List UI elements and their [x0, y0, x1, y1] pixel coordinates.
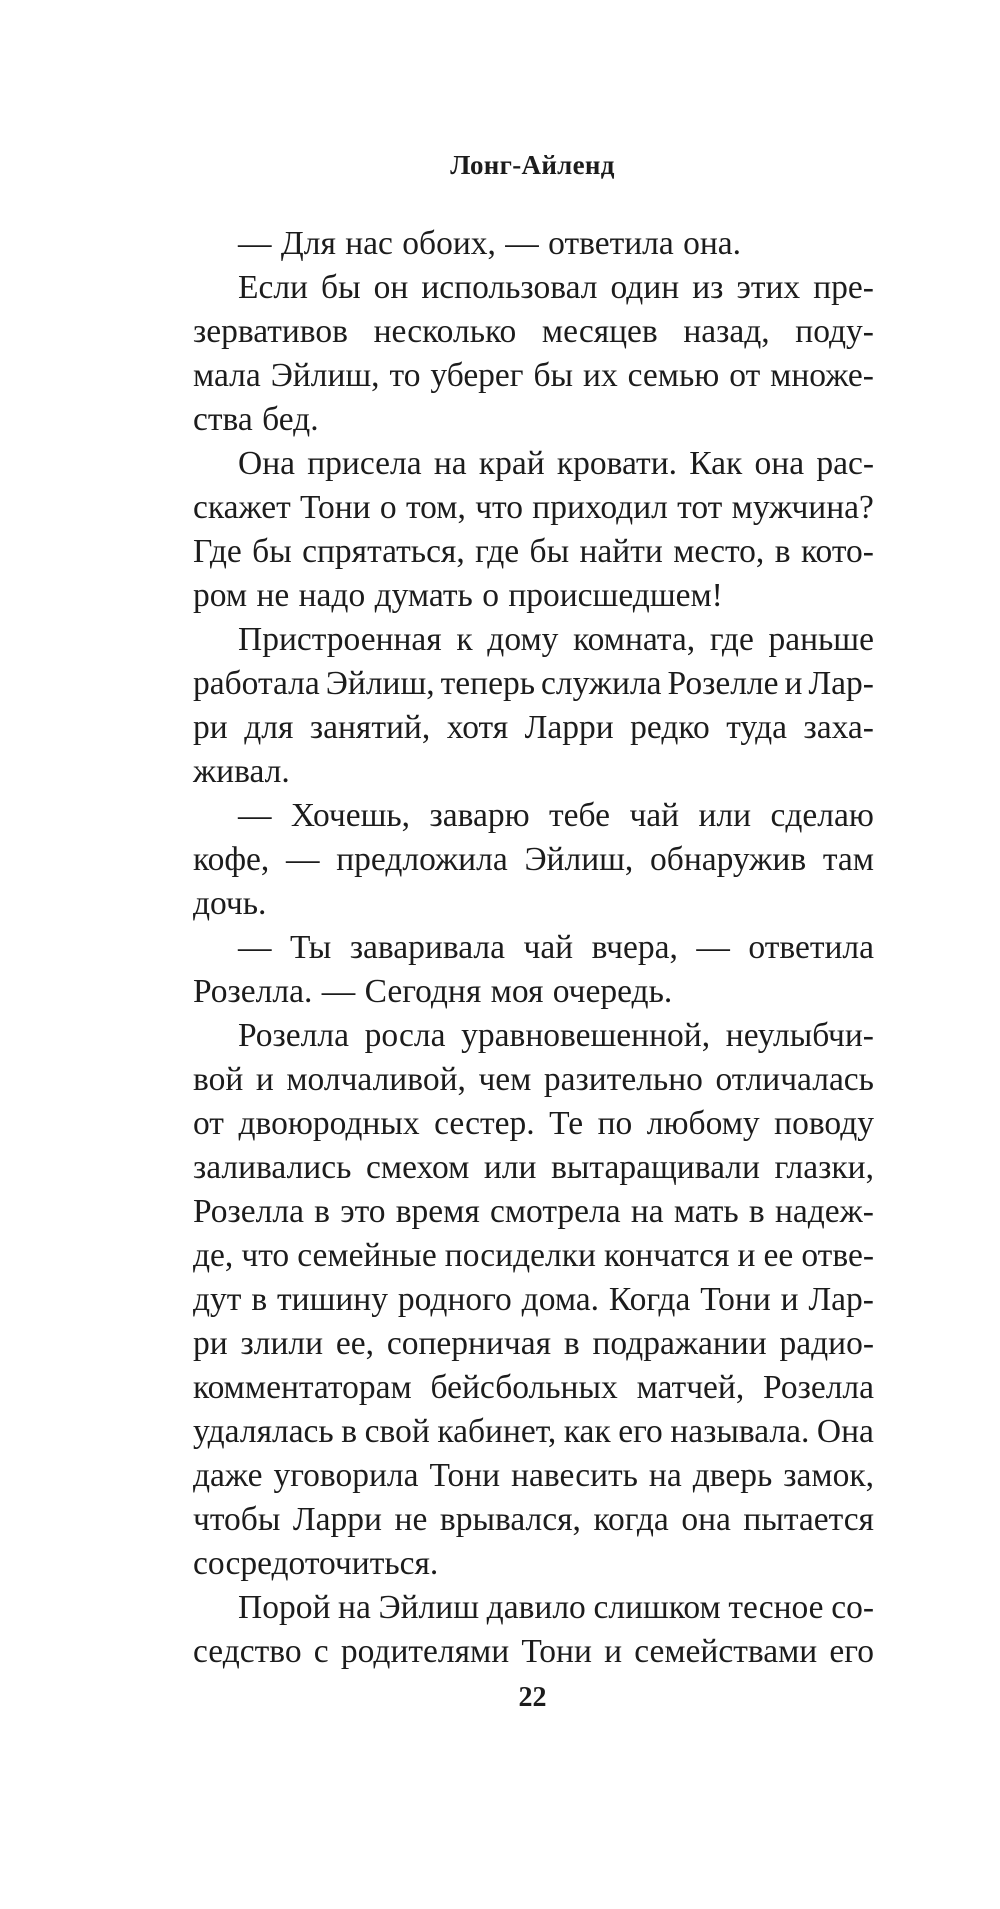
text-line: живал. — [193, 753, 290, 790]
text-line: Порой на Эйлиш давило слишком тесное со- — [238, 1589, 874, 1626]
text-line: ри злили ее, соперничая в подражании радио- — [193, 1325, 874, 1362]
text-line: Где бы спрятаться, где бы найти место, в кото- — [193, 533, 874, 570]
text-line: чтобы Ларри не врывался, когда она пытается — [193, 1501, 874, 1538]
running-head: Лонг-Айленд — [450, 150, 615, 180]
text-line: заливались смехом или вытаращивали глазки, — [193, 1149, 874, 1186]
text-line: удалялась в свой кабинет, как его называла. Она — [193, 1413, 874, 1450]
text-line: скажет Тони о том, что приходил тот мужчина? — [193, 489, 874, 526]
text-line: Розелла. — Сегодня моя очередь. — [193, 973, 673, 1010]
text-line: Пристроенная к дому комната, где раньше — [238, 621, 874, 658]
text-line: Она присела на край кровати. Как она рас- — [238, 445, 874, 482]
text-line: работала Эйлиш, теперь служила Розелле и Лар- — [193, 665, 874, 702]
text-line: де, что семейные посиделки кончатся и ее отве- — [193, 1237, 874, 1274]
text-line: зервативов несколько месяцев назад, поду- — [193, 313, 874, 350]
body-text — [193, 222, 874, 1674]
text-line: вой и молчаливой, чем разительно отличалась — [193, 1061, 874, 1098]
text-line: комментаторам бейсбольных матчей, Розелла — [193, 1369, 874, 1406]
text-line: от двоюродных сестер. Те по любому поводу — [193, 1105, 874, 1142]
text-line: Розелла росла уравновешенной, неулыбчи- — [238, 1017, 874, 1054]
page-number: 22 — [518, 1682, 547, 1713]
text-line: Если бы он использовал один из этих пре- — [238, 269, 874, 306]
text-line: — Хочешь, заварю тебе чай или сделаю — [238, 797, 874, 834]
text-line: Розелла в это время смотрела на мать в надеж- — [193, 1193, 874, 1230]
text-line: ри для занятий, хотя Ларри редко туда заха- — [193, 709, 874, 746]
text-line: даже уговорила Тони навесить на дверь замок, — [193, 1457, 874, 1494]
text-line: дут в тишину родного дома. Когда Тони и Лар- — [193, 1281, 874, 1318]
text-line: ства бед. — [193, 401, 319, 438]
text-line: сосредоточиться. — [193, 1545, 439, 1582]
text-line: — Для нас обоих, — ответила она. — [238, 225, 742, 262]
text-line: седство с родителями Тони и семействами его — [193, 1633, 874, 1670]
text-line: мала Эйлиш, то уберег бы их семью от множе- — [193, 357, 874, 394]
text-line: кофе, — предложила Эйлиш, обнаружив там — [193, 841, 874, 878]
text-line: дочь. — [193, 885, 267, 922]
text-line: — Ты заваривала чай вчера, — ответила — [238, 929, 874, 966]
text-line: ром не надо думать о происшедшем! — [193, 577, 723, 614]
